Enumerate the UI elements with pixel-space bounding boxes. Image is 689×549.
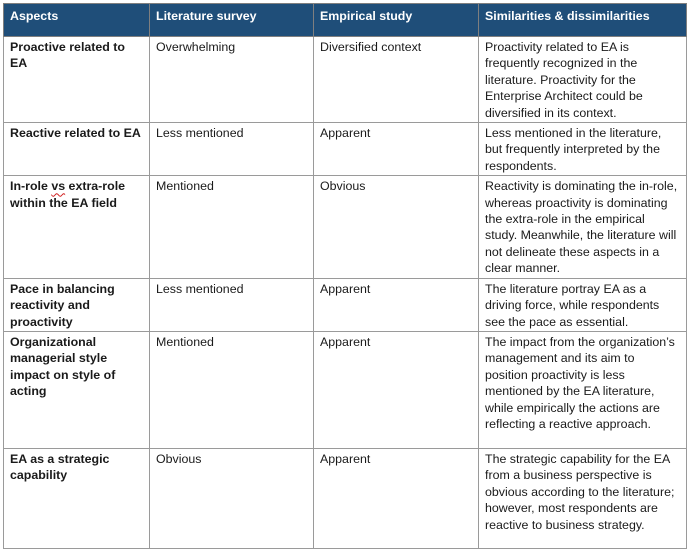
aspect-text-prefix: In-role [10,179,52,194]
table-row [4,331,687,448]
table-row [4,278,687,331]
header-literature-survey: Literature survey [150,4,314,37]
comparison-cell: The impact from the organization’s management and its aim to position proactivity is less mentioned by the EA literature, while empirically the actions are reflecting a reactive approach. [479,331,687,448]
header-similarities: Similarities & dissimilarities [479,4,687,37]
literature-cell: Less mentioned [150,123,314,176]
aspect-cell: Proactive related to EA [4,37,150,123]
header-empirical-study: Empirical study [314,4,479,37]
empirical-cell: Apparent [314,448,479,548]
comparison-cell: Proactivity related to EA is frequently recognized in the literature. Proactivity for the Enterprise Architect could be diversified in its context. [479,37,687,123]
table-row [4,123,687,176]
table-row [4,37,687,123]
aspect-cell: Reactive related to EA [4,123,150,176]
empirical-cell: Obvious [314,176,479,278]
literature-cell: Overwhelming [150,37,314,123]
aspect-cell: EA as a strategic capability [4,448,150,548]
empirical-cell: Apparent [314,331,479,448]
literature-cell: Mentioned [150,176,314,278]
empirical-cell: Apparent [314,278,479,331]
aspect-text-suffix: extra-role within the EA field [10,179,126,210]
aspect-cell: Organizational managerial style impact on style of acting [4,331,150,448]
empirical-cell: Diversified context [314,37,479,123]
spellcheck-flagged-word: vs [51,179,66,194]
literature-cell: Obvious [150,448,314,548]
comparison-cell: The strategic capability for the EA from a business perspective is obvious according to the literature; however, most respondents are reactive to business strategy. [479,448,687,548]
table-row [4,448,687,548]
empirical-cell: Apparent [314,123,479,176]
table-row [4,176,687,278]
header-aspects: Aspects [4,4,150,37]
literature-cell: Mentioned [150,331,314,448]
comparison-cell: Less mentioned in the literature, but frequently interpreted by the respondents. [479,123,687,176]
comparison-cell: Reactivity is dominating the in-role, whereas proactivity is dominating the extra-role in the empirical study. Meanwhile, the literature will not delineate these aspects in a clear manner. [479,176,687,278]
table-header-row [4,4,687,37]
comparison-cell: The literature portray EA as a driving force, while respondents see the pace as essential. [479,278,687,331]
comparison-table [3,3,687,549]
aspect-cell: Pace in balancing reactivity and proactivity [4,278,150,331]
literature-cell: Less mentioned [150,278,314,331]
aspect-cell [4,176,150,278]
